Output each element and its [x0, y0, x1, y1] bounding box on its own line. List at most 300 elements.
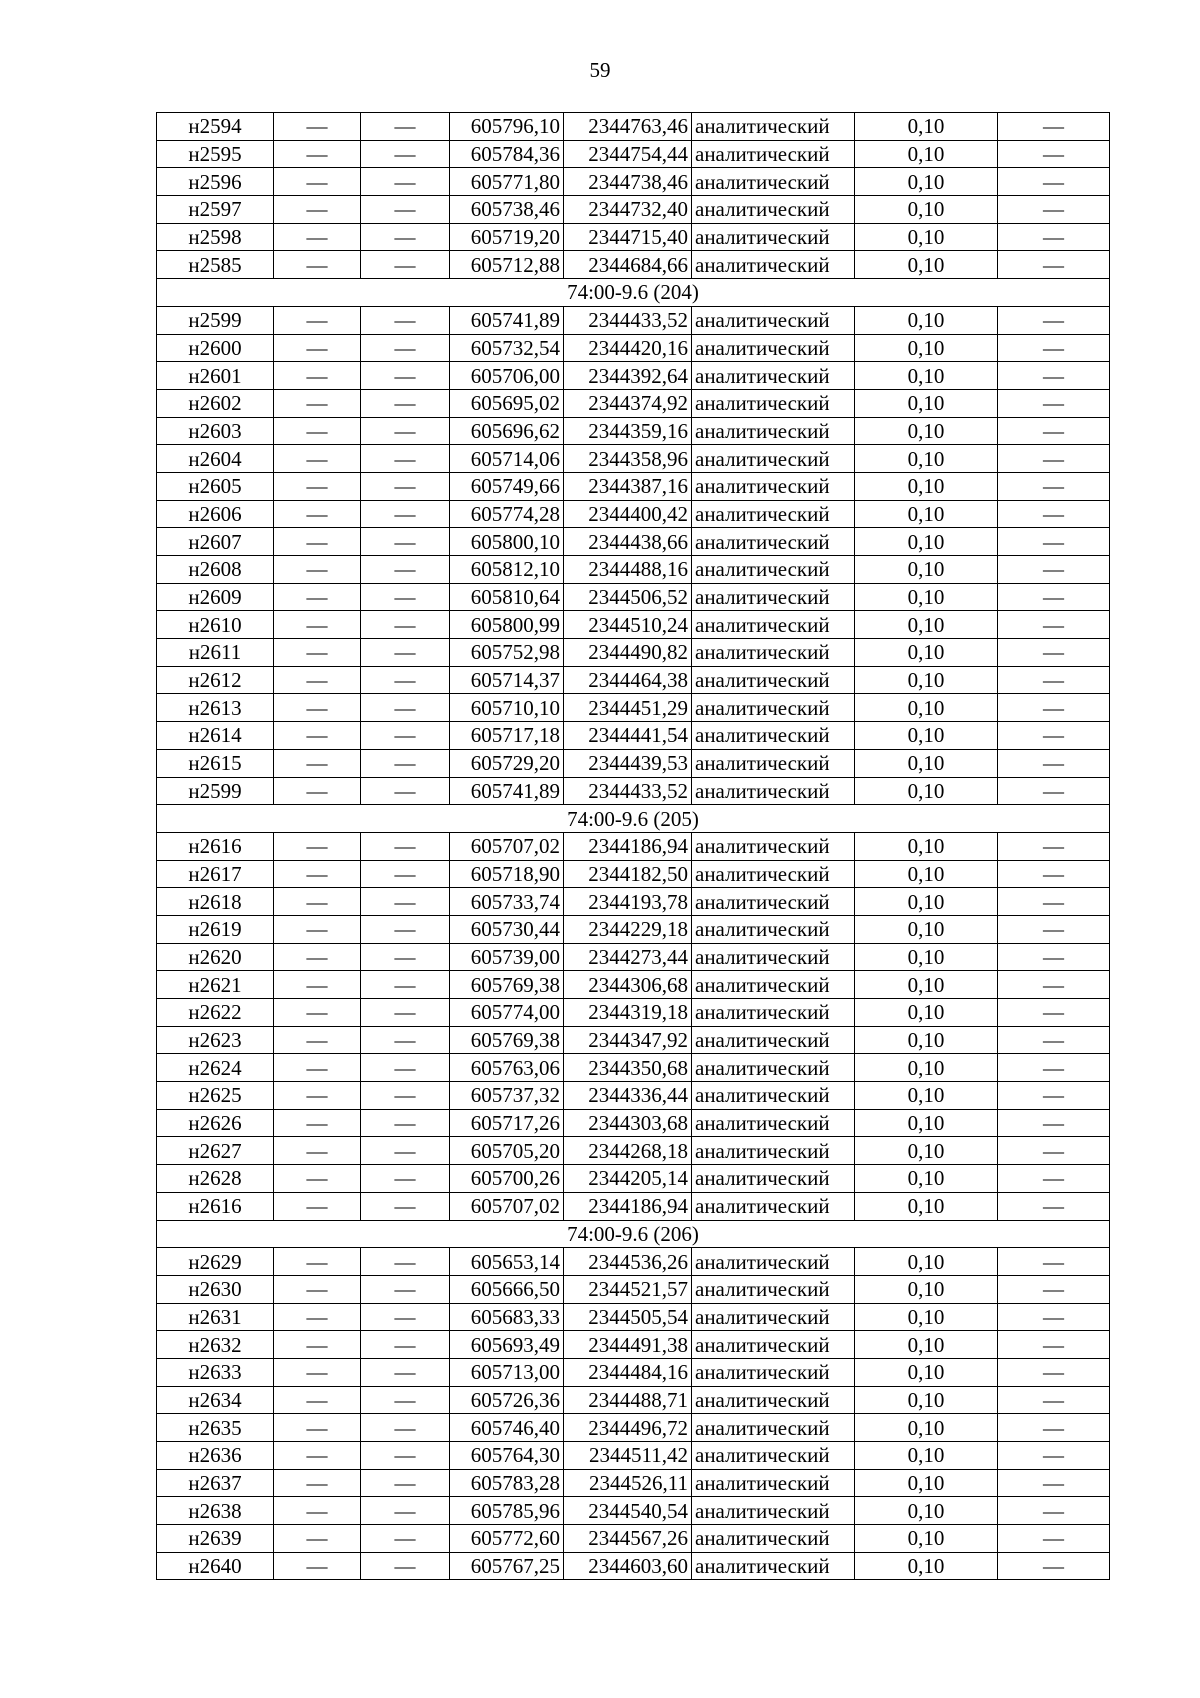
point-name: н2620 [157, 943, 274, 971]
point-name: н2608 [157, 556, 274, 584]
dash-cell: — [361, 1082, 450, 1110]
accuracy-cell: 0,10 [855, 943, 998, 971]
x-coordinate: 605713,00 [450, 1358, 564, 1386]
dash-cell: — [361, 777, 450, 805]
accuracy-cell: 0,10 [855, 389, 998, 417]
section-heading-row [157, 1220, 1110, 1248]
y-coordinate: 2344738,46 [564, 168, 692, 196]
table-row [157, 500, 1110, 528]
accuracy-cell: 0,10 [855, 1552, 998, 1580]
dash-cell: — [361, 223, 450, 251]
method-cell: аналитический [692, 583, 855, 611]
method-cell: аналитический [692, 666, 855, 694]
description-cell: — [998, 639, 1110, 667]
y-coordinate: 2344464,38 [564, 666, 692, 694]
dash-cell: — [361, 999, 450, 1027]
method-cell: аналитический [692, 694, 855, 722]
y-coordinate: 2344420,16 [564, 334, 692, 362]
point-name: н2632 [157, 1331, 274, 1359]
x-coordinate: 605771,80 [450, 168, 564, 196]
y-coordinate: 2344491,38 [564, 1331, 692, 1359]
coordinates-table [156, 112, 1110, 1580]
method-cell: аналитический [692, 1192, 855, 1220]
dash-cell: — [361, 1497, 450, 1525]
table-row [157, 472, 1110, 500]
accuracy-cell: 0,10 [855, 1137, 998, 1165]
dash-cell: — [361, 611, 450, 639]
method-cell: аналитический [692, 251, 855, 279]
description-cell: — [998, 306, 1110, 334]
point-name: н2594 [157, 113, 274, 141]
dash-cell: — [274, 528, 361, 556]
dash-cell: — [274, 1137, 361, 1165]
x-coordinate: 605717,18 [450, 722, 564, 750]
description-cell: — [998, 860, 1110, 888]
method-cell: аналитический [692, 749, 855, 777]
dash-cell: — [274, 694, 361, 722]
dash-cell: — [361, 1552, 450, 1580]
table-row [157, 1248, 1110, 1276]
x-coordinate: 605714,37 [450, 666, 564, 694]
dash-cell: — [361, 1165, 450, 1193]
dash-cell: — [361, 1137, 450, 1165]
dash-cell: — [274, 1275, 361, 1303]
accuracy-cell: 0,10 [855, 999, 998, 1027]
accuracy-cell: 0,10 [855, 722, 998, 750]
description-cell: — [998, 1525, 1110, 1553]
table-body [157, 113, 1110, 1580]
description-cell: — [998, 999, 1110, 1027]
dash-cell: — [361, 306, 450, 334]
method-cell: аналитический [692, 334, 855, 362]
x-coordinate: 605769,38 [450, 971, 564, 999]
method-cell: аналитический [692, 1331, 855, 1359]
dash-cell: — [274, 196, 361, 224]
y-coordinate: 2344319,18 [564, 999, 692, 1027]
accuracy-cell: 0,10 [855, 528, 998, 556]
description-cell: — [998, 1331, 1110, 1359]
y-coordinate: 2344186,94 [564, 832, 692, 860]
dash-cell: — [361, 694, 450, 722]
method-cell: аналитический [692, 1497, 855, 1525]
point-name: н2634 [157, 1386, 274, 1414]
description-cell: — [998, 1469, 1110, 1497]
dash-cell: — [361, 196, 450, 224]
description-cell: — [998, 1275, 1110, 1303]
point-name: н2619 [157, 915, 274, 943]
table-row [157, 1054, 1110, 1082]
x-coordinate: 605774,00 [450, 999, 564, 1027]
y-coordinate: 2344536,26 [564, 1248, 692, 1276]
table-row [157, 556, 1110, 584]
dash-cell: — [361, 556, 450, 584]
y-coordinate: 2344193,78 [564, 888, 692, 916]
x-coordinate: 605707,02 [450, 832, 564, 860]
table-row [157, 943, 1110, 971]
accuracy-cell: 0,10 [855, 1082, 998, 1110]
y-coordinate: 2344229,18 [564, 915, 692, 943]
point-name: н2606 [157, 500, 274, 528]
dash-cell: — [274, 1552, 361, 1580]
dash-cell: — [274, 113, 361, 141]
dash-cell: — [361, 251, 450, 279]
y-coordinate: 2344732,40 [564, 196, 692, 224]
dash-cell: — [361, 943, 450, 971]
table-row [157, 1358, 1110, 1386]
dash-cell: — [361, 113, 450, 141]
x-coordinate: 605783,28 [450, 1469, 564, 1497]
y-coordinate: 2344273,44 [564, 943, 692, 971]
description-cell: — [998, 1303, 1110, 1331]
y-coordinate: 2344715,40 [564, 223, 692, 251]
table-row [157, 1275, 1110, 1303]
dash-cell: — [361, 915, 450, 943]
table-row [157, 1192, 1110, 1220]
method-cell: аналитический [692, 722, 855, 750]
dash-cell: — [361, 1414, 450, 1442]
description-cell: — [998, 832, 1110, 860]
description-cell: — [998, 1082, 1110, 1110]
y-coordinate: 2344511,42 [564, 1442, 692, 1470]
description-cell: — [998, 445, 1110, 473]
method-cell: аналитический [692, 1026, 855, 1054]
point-name: н2612 [157, 666, 274, 694]
accuracy-cell: 0,10 [855, 1303, 998, 1331]
dash-cell: — [274, 445, 361, 473]
x-coordinate: 605700,26 [450, 1165, 564, 1193]
point-name: н2630 [157, 1275, 274, 1303]
accuracy-cell: 0,10 [855, 1414, 998, 1442]
method-cell: аналитический [692, 888, 855, 916]
table-row [157, 1109, 1110, 1137]
x-coordinate: 605741,89 [450, 777, 564, 805]
y-coordinate: 2344205,14 [564, 1165, 692, 1193]
y-coordinate: 2344603,60 [564, 1552, 692, 1580]
accuracy-cell: 0,10 [855, 832, 998, 860]
description-cell: — [998, 500, 1110, 528]
y-coordinate: 2344441,54 [564, 722, 692, 750]
point-name: н2616 [157, 1192, 274, 1220]
description-cell: — [998, 140, 1110, 168]
dash-cell: — [274, 306, 361, 334]
dash-cell: — [274, 915, 361, 943]
dash-cell: — [274, 860, 361, 888]
dash-cell: — [274, 583, 361, 611]
x-coordinate: 605800,99 [450, 611, 564, 639]
table-row [157, 417, 1110, 445]
method-cell: аналитический [692, 1552, 855, 1580]
dash-cell: — [361, 666, 450, 694]
dash-cell: — [361, 1192, 450, 1220]
dash-cell: — [361, 528, 450, 556]
dash-cell: — [361, 445, 450, 473]
x-coordinate: 605746,40 [450, 1414, 564, 1442]
description-cell: — [998, 888, 1110, 916]
dash-cell: — [274, 1525, 361, 1553]
y-coordinate: 2344374,92 [564, 389, 692, 417]
method-cell: аналитический [692, 1386, 855, 1414]
x-coordinate: 605693,49 [450, 1331, 564, 1359]
dash-cell: — [361, 472, 450, 500]
accuracy-cell: 0,10 [855, 445, 998, 473]
description-cell: — [998, 1552, 1110, 1580]
y-coordinate: 2344400,42 [564, 500, 692, 528]
method-cell: аналитический [692, 1525, 855, 1553]
dash-cell: — [274, 1497, 361, 1525]
table-row [157, 223, 1110, 251]
accuracy-cell: 0,10 [855, 1331, 998, 1359]
x-coordinate: 605705,20 [450, 1137, 564, 1165]
dash-cell: — [274, 1358, 361, 1386]
description-cell: — [998, 1414, 1110, 1442]
dash-cell: — [361, 971, 450, 999]
point-name: н2625 [157, 1082, 274, 1110]
point-name: н2633 [157, 1358, 274, 1386]
table-row [157, 915, 1110, 943]
description-cell: — [998, 472, 1110, 500]
method-cell: аналитический [692, 389, 855, 417]
dash-cell: — [274, 1469, 361, 1497]
x-coordinate: 605653,14 [450, 1248, 564, 1276]
dash-cell: — [274, 1414, 361, 1442]
accuracy-cell: 0,10 [855, 334, 998, 362]
point-name: н2598 [157, 223, 274, 251]
y-coordinate: 2344763,46 [564, 113, 692, 141]
description-cell: — [998, 971, 1110, 999]
point-name: н2610 [157, 611, 274, 639]
point-name: н2618 [157, 888, 274, 916]
method-cell: аналитический [692, 611, 855, 639]
description-cell: — [998, 1442, 1110, 1470]
dash-cell: — [361, 1303, 450, 1331]
table-row [157, 528, 1110, 556]
description-cell: — [998, 1497, 1110, 1525]
y-coordinate: 2344350,68 [564, 1054, 692, 1082]
description-cell: — [998, 1137, 1110, 1165]
x-coordinate: 605764,30 [450, 1442, 564, 1470]
dash-cell: — [274, 971, 361, 999]
point-name: н2640 [157, 1552, 274, 1580]
description-cell: — [998, 611, 1110, 639]
dash-cell: — [274, 251, 361, 279]
method-cell: аналитический [692, 500, 855, 528]
method-cell: аналитический [692, 445, 855, 473]
method-cell: аналитический [692, 1469, 855, 1497]
x-coordinate: 605707,02 [450, 1192, 564, 1220]
x-coordinate: 605796,10 [450, 113, 564, 141]
description-cell: — [998, 1386, 1110, 1414]
point-name: н2639 [157, 1525, 274, 1553]
dash-cell: — [274, 1109, 361, 1137]
accuracy-cell: 0,10 [855, 1497, 998, 1525]
x-coordinate: 605741,89 [450, 306, 564, 334]
dash-cell: — [274, 749, 361, 777]
table-row [157, 1414, 1110, 1442]
method-cell: аналитический [692, 943, 855, 971]
point-name: н2636 [157, 1442, 274, 1470]
method-cell: аналитический [692, 1137, 855, 1165]
description-cell: — [998, 417, 1110, 445]
accuracy-cell: 0,10 [855, 583, 998, 611]
x-coordinate: 605739,00 [450, 943, 564, 971]
description-cell: — [998, 528, 1110, 556]
table-row [157, 694, 1110, 722]
accuracy-cell: 0,10 [855, 915, 998, 943]
y-coordinate: 2344358,96 [564, 445, 692, 473]
dash-cell: — [274, 999, 361, 1027]
dash-cell: — [274, 472, 361, 500]
dash-cell: — [361, 1109, 450, 1137]
y-coordinate: 2344484,16 [564, 1358, 692, 1386]
dash-cell: — [274, 1192, 361, 1220]
dash-cell: — [361, 1026, 450, 1054]
x-coordinate: 605729,20 [450, 749, 564, 777]
dash-cell: — [361, 1358, 450, 1386]
dash-cell: — [274, 1248, 361, 1276]
point-name: н2596 [157, 168, 274, 196]
dash-cell: — [274, 362, 361, 390]
table-row [157, 999, 1110, 1027]
table-row [157, 1082, 1110, 1110]
table-row [157, 140, 1110, 168]
table-row [157, 168, 1110, 196]
table-row [157, 722, 1110, 750]
accuracy-cell: 0,10 [855, 694, 998, 722]
point-name: н2624 [157, 1054, 274, 1082]
description-cell: — [998, 915, 1110, 943]
accuracy-cell: 0,10 [855, 556, 998, 584]
method-cell: аналитический [692, 999, 855, 1027]
dash-cell: — [361, 888, 450, 916]
description-cell: — [998, 583, 1110, 611]
x-coordinate: 605732,54 [450, 334, 564, 362]
description-cell: — [998, 1192, 1110, 1220]
table-row [157, 1442, 1110, 1470]
dash-cell: — [274, 832, 361, 860]
table-row [157, 251, 1110, 279]
dash-cell: — [361, 832, 450, 860]
point-name: н2611 [157, 639, 274, 667]
point-name: н2635 [157, 1414, 274, 1442]
dash-cell: — [361, 334, 450, 362]
x-coordinate: 605714,06 [450, 445, 564, 473]
description-cell: — [998, 1026, 1110, 1054]
accuracy-cell: 0,10 [855, 611, 998, 639]
point-name: н2600 [157, 334, 274, 362]
x-coordinate: 605769,38 [450, 1026, 564, 1054]
dash-cell: — [274, 1303, 361, 1331]
x-coordinate: 605785,96 [450, 1497, 564, 1525]
dash-cell: — [361, 500, 450, 528]
point-name: н2609 [157, 583, 274, 611]
y-coordinate: 2344490,82 [564, 639, 692, 667]
table-row [157, 1331, 1110, 1359]
table-row [157, 1165, 1110, 1193]
point-name: н2605 [157, 472, 274, 500]
y-coordinate: 2344526,11 [564, 1469, 692, 1497]
accuracy-cell: 0,10 [855, 1358, 998, 1386]
y-coordinate: 2344182,50 [564, 860, 692, 888]
description-cell: — [998, 749, 1110, 777]
point-name: н2621 [157, 971, 274, 999]
point-name: н2602 [157, 389, 274, 417]
x-coordinate: 605695,02 [450, 389, 564, 417]
method-cell: аналитический [692, 113, 855, 141]
dash-cell: — [274, 943, 361, 971]
accuracy-cell: 0,10 [855, 1109, 998, 1137]
method-cell: аналитический [692, 472, 855, 500]
point-name: н2597 [157, 196, 274, 224]
section-heading-row [157, 279, 1110, 307]
dash-cell: — [274, 1442, 361, 1470]
description-cell: — [998, 1054, 1110, 1082]
point-name: н2637 [157, 1469, 274, 1497]
x-coordinate: 605752,98 [450, 639, 564, 667]
x-coordinate: 605696,62 [450, 417, 564, 445]
dash-cell: — [361, 722, 450, 750]
y-coordinate: 2344510,24 [564, 611, 692, 639]
x-coordinate: 605730,44 [450, 915, 564, 943]
page-number: 59 [589, 58, 611, 82]
point-name: н2601 [157, 362, 274, 390]
point-name: н2603 [157, 417, 274, 445]
y-coordinate: 2344438,66 [564, 528, 692, 556]
point-name: н2623 [157, 1026, 274, 1054]
dash-cell: — [361, 1275, 450, 1303]
method-cell: аналитический [692, 306, 855, 334]
accuracy-cell: 0,10 [855, 251, 998, 279]
table-row [157, 666, 1110, 694]
point-name: н2599 [157, 306, 274, 334]
dash-cell: — [361, 1386, 450, 1414]
section-heading: 74:00-9.6 (204) [157, 279, 1110, 307]
dash-cell: — [274, 1054, 361, 1082]
x-coordinate: 605719,20 [450, 223, 564, 251]
accuracy-cell: 0,10 [855, 1054, 998, 1082]
x-coordinate: 605712,88 [450, 251, 564, 279]
description-cell: — [998, 556, 1110, 584]
description-cell: — [998, 223, 1110, 251]
dash-cell: — [274, 1082, 361, 1110]
x-coordinate: 605812,10 [450, 556, 564, 584]
table-row [157, 1497, 1110, 1525]
point-name: н2638 [157, 1497, 274, 1525]
dash-cell: — [361, 749, 450, 777]
point-name: н2617 [157, 860, 274, 888]
description-cell: — [998, 1165, 1110, 1193]
table-row [157, 832, 1110, 860]
method-cell: аналитический [692, 362, 855, 390]
table-row [157, 860, 1110, 888]
dash-cell: — [274, 1386, 361, 1414]
y-coordinate: 2344392,64 [564, 362, 692, 390]
table-row [157, 113, 1110, 141]
y-coordinate: 2344684,66 [564, 251, 692, 279]
method-cell: аналитический [692, 639, 855, 667]
accuracy-cell: 0,10 [855, 860, 998, 888]
description-cell: — [998, 777, 1110, 805]
method-cell: аналитический [692, 1109, 855, 1137]
accuracy-cell: 0,10 [855, 639, 998, 667]
accuracy-cell: 0,10 [855, 1469, 998, 1497]
point-name: н2631 [157, 1303, 274, 1331]
dash-cell: — [274, 389, 361, 417]
x-coordinate: 605772,60 [450, 1525, 564, 1553]
accuracy-cell: 0,10 [855, 417, 998, 445]
x-coordinate: 605718,90 [450, 860, 564, 888]
method-cell: аналитический [692, 223, 855, 251]
x-coordinate: 605737,32 [450, 1082, 564, 1110]
